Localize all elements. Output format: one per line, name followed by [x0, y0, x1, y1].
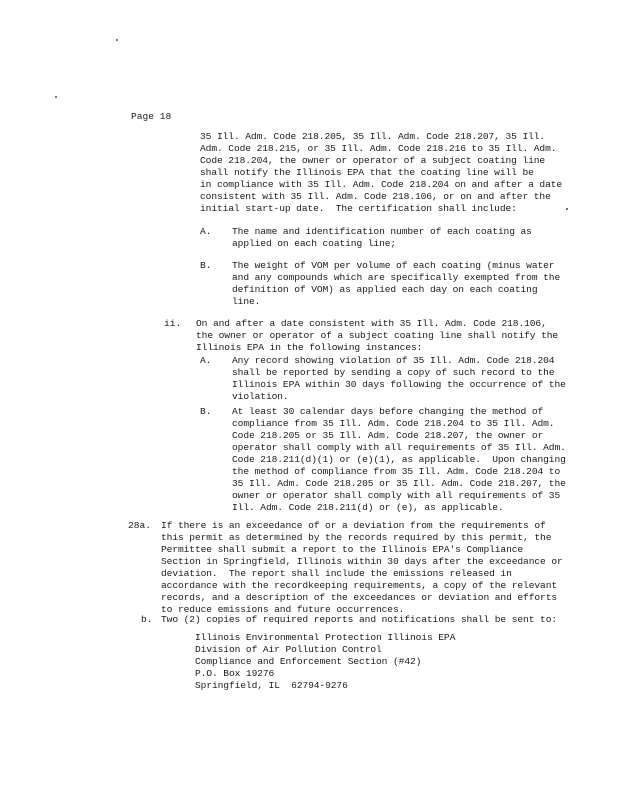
text-line: operator shall comply with all requirements of 35 Ill. Adm.: [232, 442, 566, 453]
text-line: 35 Ill. Adm. Code 218.205, 35 Ill. Adm. Code 218.207, 35 Ill.: [200, 131, 546, 142]
address-line: Compliance and Enforcement Section (#42): [195, 656, 422, 667]
text-line: initial start-up date. The certification shall include:: [200, 203, 517, 214]
text-line: the method of compliance from 35 Ill. Adm. Code 218.204 to: [232, 466, 561, 477]
address-line: Division of Air Pollution Control: [195, 644, 382, 655]
text-line: Adm. Code 218.215, or 35 Ill. Adm. Code 218.216 to 35 Ill. Adm.: [200, 143, 557, 154]
text-line: owner or operator shall comply with all requirements of 35: [232, 490, 561, 501]
text-line: The name and identification number of each coating as: [232, 226, 532, 237]
text-line: line.: [232, 296, 261, 307]
text-line: violation.: [232, 391, 289, 402]
text-line: records, and a description of the exceedances or deviation and efforts: [161, 592, 558, 603]
text-line: Two (2) copies of required reports and notifications shall be sent to:: [161, 614, 558, 625]
text-line: If there is an exceedance of or a deviation from the requirements of: [161, 520, 546, 531]
text-line: and any compounds which are specifically exempted from the: [232, 272, 561, 283]
item-label: b.: [141, 614, 153, 625]
text-line: deviation. The report shall include the emissions released in: [161, 568, 512, 579]
text-line: shall notify the Illinois EPA that the coating line will be: [200, 167, 534, 178]
text-line: accordance with the recordkeeping requirements, a copy of the relevant: [161, 580, 558, 591]
item-label: B.: [200, 260, 212, 271]
scan-speck: [55, 96, 57, 98]
item-label: A.: [200, 226, 212, 237]
text-line: 35 Ill. Adm. Code 218.205 or 35 Ill. Adm. Code 218.207, the: [232, 478, 566, 489]
scan-speck: [116, 39, 118, 41]
text-line: Any record showing violation of 35 Ill. Adm. Code 218.204: [232, 355, 555, 366]
text-line: Code 218.205 or 35 Ill. Adm. Code 218.207, the owner or: [232, 430, 544, 441]
text-line: On and after a date consistent with 35 Ill. Adm. Code 218.106,: [196, 318, 547, 329]
text-line: definition of VOM) as applied each day on each coating: [232, 284, 538, 295]
text-line: Section in Springfield, Illinois within 30 days after the exceedance or: [161, 556, 563, 567]
text-line: shall be reported by sending a copy of such record to the: [232, 367, 555, 378]
address-line: Illinois Environmental Protection Illinois EPA: [195, 632, 456, 643]
text-line: Code 218.204, the owner or operator of a subject coating line: [200, 155, 546, 166]
text-line: consistent with 35 Ill. Adm. Code 218.106, or on and after the: [200, 191, 551, 202]
text-line: applied on each coating line;: [232, 238, 397, 249]
text-line: Permittee shall submit a report to the Illinois EPA's Compliance: [161, 544, 524, 555]
text-line: Illinois EPA in the following instances:: [196, 342, 423, 353]
address-line: P.O. Box 19276: [195, 668, 275, 679]
scan-speck: [566, 208, 568, 210]
item-label: ii.: [164, 318, 182, 329]
text-line: Code 218.211(d)(1) or (e)(1), as applicable. Upon changing: [232, 454, 566, 465]
text-line: this permit as determined by the records required by this permit, the: [161, 532, 552, 543]
text-line: to reduce emissions and future occurrences.: [161, 604, 405, 615]
text-line: compliance from 35 Ill. Adm. Code 218.204 to 35 Ill. Adm.: [232, 418, 555, 429]
text-line: The weight of VOM per volume of each coating (minus water: [232, 260, 555, 271]
page-number: Page 18: [131, 111, 172, 122]
text-line: the owner or operator of a subject coating line shall notify the: [196, 330, 559, 341]
text-line: Ill. Adm. Code 218.211(d) or (e), as applicable.: [232, 502, 504, 513]
address-line: Springfield, IL 62794-9276: [195, 680, 348, 691]
text-line: At least 30 calendar days before changing the method of: [232, 406, 544, 417]
item-label: 28a.: [128, 520, 152, 531]
text-line: in compliance with 35 Ill. Adm. Code 218.204 on and after a date: [200, 179, 563, 190]
item-label: A.: [200, 355, 212, 366]
text-line: Illinois EPA within 30 days following the occurrence of the: [232, 379, 566, 390]
item-label: B.: [200, 406, 212, 417]
